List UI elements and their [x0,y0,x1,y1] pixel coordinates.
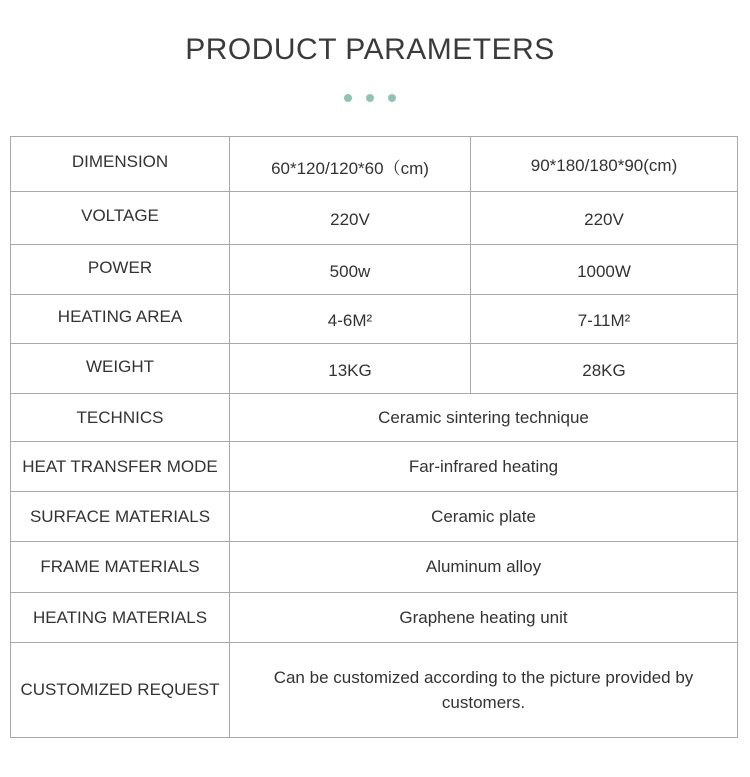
row-value: Aluminum alloy [230,542,738,593]
row-label: HEAT TRANSFER MODE [11,442,230,492]
table-row-customized-request [11,643,738,738]
row-value: 4-6M² [230,295,471,344]
decoration-dot [388,94,396,102]
table-row-heating-materials [11,593,738,643]
row-value: Can be customized according to the picture provided by customers. [230,643,738,738]
row-label: WEIGHT [11,344,230,394]
table-row-power [11,245,738,295]
table-row-frame-materials [11,542,738,593]
table-row-heat-transfer-mode [11,442,738,492]
row-value: 90*180/180*90(cm) [471,137,738,192]
row-label: HEATING AREA [11,295,230,344]
decoration-dot [344,94,352,102]
row-label: HEATING MATERIALS [11,593,230,643]
table-row-voltage [11,192,738,245]
table-row-surface-materials [11,492,738,542]
row-value: Ceramic plate [230,492,738,542]
row-value: Graphene heating unit [230,593,738,643]
row-value: 500w [230,245,471,295]
row-label: FRAME MATERIALS [11,542,230,593]
row-label: SURFACE MATERIALS [11,492,230,542]
decoration-dot [366,94,374,102]
product-parameters-table [10,136,738,738]
row-label: POWER [11,245,230,295]
row-value: Far-infrared heating [230,442,738,492]
table-row-dimension [11,137,738,192]
row-label: TECHNICS [11,394,230,442]
row-value: 60*120/120*60（cm) [230,137,471,192]
table-row-technics [11,394,738,442]
row-value: 1000W [471,245,738,295]
row-value: 220V [230,192,471,245]
row-value: 28KG [471,344,738,394]
row-label: CUSTOMIZED REQUEST [11,643,230,738]
row-label: VOLTAGE [11,192,230,245]
row-value: 13KG [230,344,471,394]
table-row-heating-area [11,295,738,344]
table-row-weight [11,344,738,394]
row-value: Ceramic sintering technique [230,394,738,442]
row-value: 220V [471,192,738,245]
title-decoration-dots [0,94,740,102]
row-value: 7-11M² [471,295,738,344]
row-label: DIMENSION [11,137,230,192]
page-title: PRODUCT PARAMETERS [185,33,555,66]
